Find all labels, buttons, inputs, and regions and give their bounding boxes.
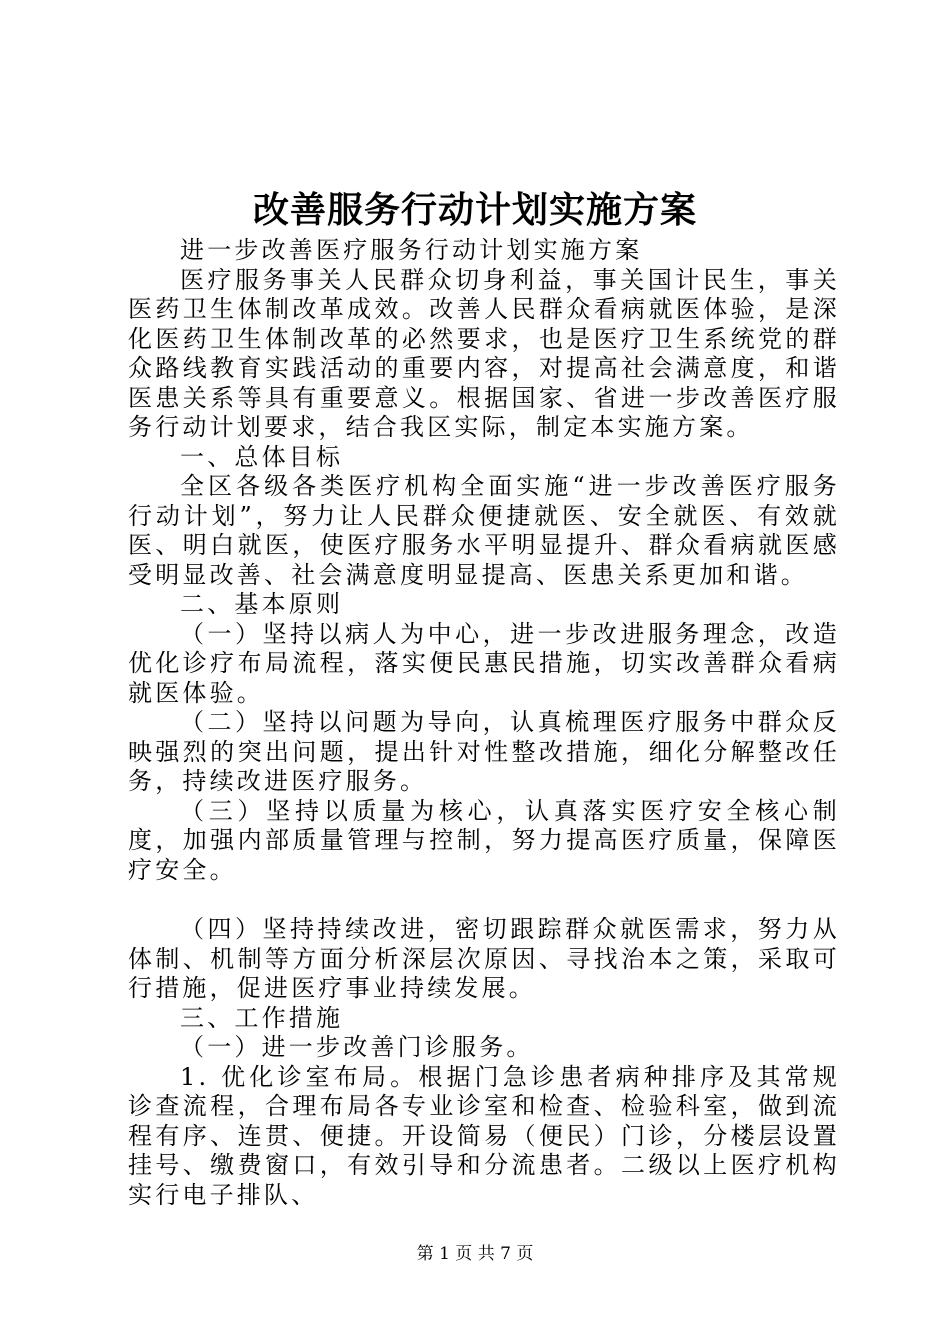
paragraph-principle-3: （三）坚持以质量为核心，认真落实医疗安全核心制度，加强内部质量管理与控制，努力提高医疗质量，保障医疗安全。 bbox=[128, 796, 840, 884]
heading-work-measures: 三、工作措施 bbox=[180, 1003, 344, 1032]
paragraph-measure-1: 1. 优化诊室布局。根据门急诊患者病种排序及其常规诊查流程，合理布局各专业诊室和检查、检验科室，做到流程有序、连贯、便捷。开设简易（便民）门诊，分楼层设置挂号、缴费窗口，有效引导和分流患者。二级以上医疗机构实行电子排队、 bbox=[128, 1062, 840, 1209]
paragraph-principle-1: （一）坚持以病人为中心，进一步改进服务理念，改造优化诊疗布局流程，落实便民惠民措施，切实改善群众看病就医体验。 bbox=[128, 619, 840, 707]
document-body bbox=[128, 236, 840, 1210]
heading-overall-goal: 一、总体目标 bbox=[180, 442, 344, 471]
paragraph-principle-4: （四）坚持持续改进，密切跟踪群众就医需求，努力从体制、机制等方面分析深层次原因、寻找治本之策，采取可行措施，促进医疗事业持续发展。 bbox=[128, 915, 840, 1002]
heading-basic-principles: 二、基本原则 bbox=[180, 590, 344, 618]
paragraph-principle-2: （二）坚持以问题为导向，认真梳理医疗服务中群众反映强烈的突出问题，提出针对性整改措施，细化分解整改任务，持续改进医疗服务。 bbox=[128, 708, 840, 795]
paragraph-subtitle: 进一步改善医疗服务行动计划实施方案 bbox=[180, 236, 643, 264]
subheading-outpatient: （一）进一步改善门诊服务。 bbox=[180, 1033, 534, 1061]
document-title: 改善服务行动计划实施方案 bbox=[252, 189, 697, 231]
paragraph-intro: 医疗服务事关人民群众切身利益，事关国计民生，事关医药卫生体制改革成效。改善人民群众看病就医体验，是深化医药卫生体制改革的必然要求，也是医疗卫生系统党的群众路线教育实践活动的重要内容，对提高社会满意度，和谐医患关系等具有重要意义。根据国家、省进一步改善医疗服务行动计划要求，结合我区实际，制定本实施方案。 bbox=[128, 265, 840, 441]
page-footer: 第 1 页 共 7 页 bbox=[416, 1244, 534, 1264]
paragraph-overall-goal: 全区各级各类医疗机构全面实施“进一步改善医疗服务行动计划”，努力让人民群众便捷就医、安全就医、有效就医、明白就医，使医疗服务水平明显提升、群众看病就医感受明显改善、社会满意度明显提高、医患关系更加和谐。 bbox=[128, 472, 840, 589]
